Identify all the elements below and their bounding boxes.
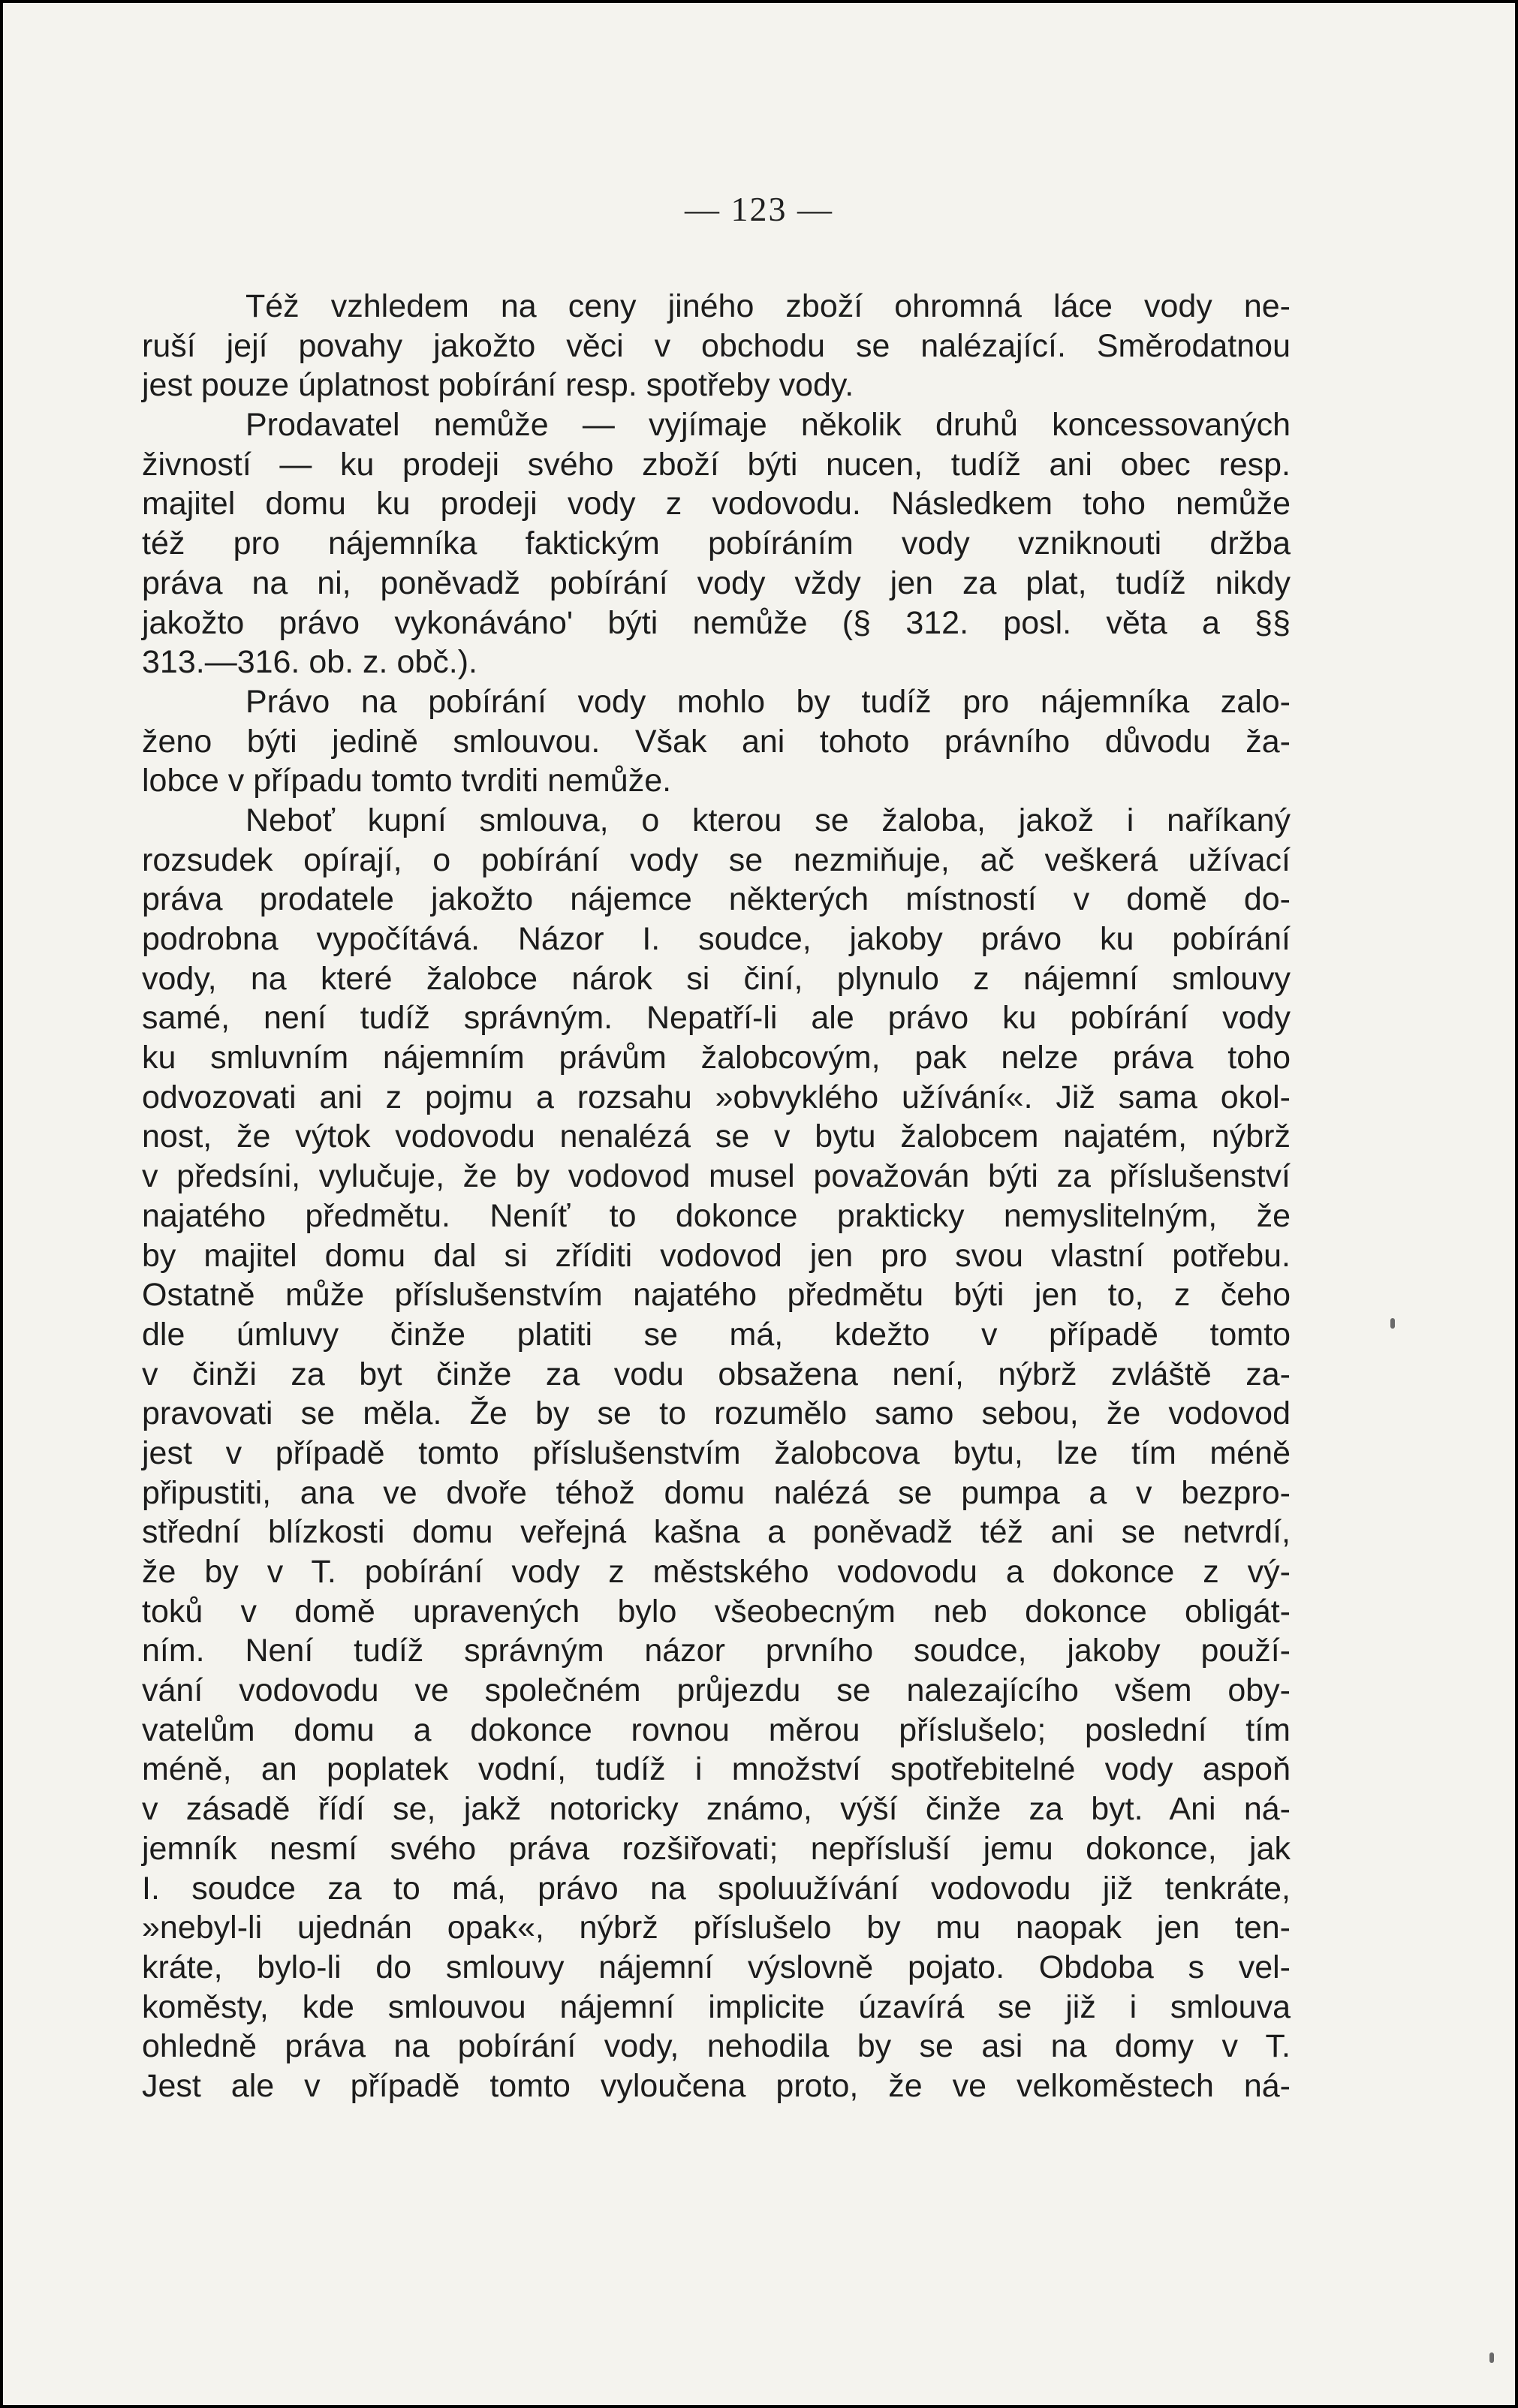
text-line: ženo býti jedině smlouvou. Však ani tohoto právního důvodu ža- [142, 723, 1291, 760]
text-line: ním. Není tudíž správným názor prvního soudce, jakoby použí- [142, 1633, 1291, 1669]
text-line: střední blízkosti domu veřejná kašna a poněvadž též ani se netvrdí, [142, 1514, 1291, 1551]
body-text [142, 287, 1291, 2106]
text-line: pravovati se měla. Že by se to rozumělo samo sebou, že vodovod [142, 1395, 1291, 1432]
text-line: Prodavatel nemůže — vyjímaje několik druhů koncessovaných [245, 407, 1291, 444]
text-line: Ostatně může příslušenstvím najatého předmětu býti jen to, z čeho [142, 1277, 1291, 1314]
text-line: Právo na pobírání vody mohlo by tudíž pro nájemníka zalo- [245, 683, 1291, 720]
text-line: ohledně práva na pobírání vody, nehodila by se asi na domy v T. [142, 2028, 1291, 2065]
text-line: v zásadě řídí se, jakž notoricky známo, výší činže za byt. Ani ná- [142, 1791, 1291, 1828]
text-line: majitel domu ku prodeji vody z vodovodu. Následkem toho nemůže [142, 486, 1291, 522]
text-line: v předsíni, vylučuje, že by vodovod musel považován býti za příslušenství [142, 1158, 1291, 1195]
text-line: jest pouze úplatnost pobírání resp. spotřeby vody. [142, 367, 854, 404]
book-page [3, 3, 1515, 2405]
text-line: vody, na které žalobce nárok si činí, plynulo z nájemní smlouvy [142, 960, 1291, 997]
text-line: samé, není tudíž správným. Nepatří-li ale právo ku pobírání vody [142, 1000, 1291, 1037]
text-line: toků v domě upravených bylo všeobecným neb dokonce obligát- [142, 1593, 1291, 1630]
text-line: koměsty, kde smlouvou nájemní implicite úzavírá se již i smlouva [142, 1988, 1291, 2025]
text-line: Též vzhledem na ceny jiného zboží ohromná láce vody ne- [245, 288, 1291, 324]
text-line: podrobna vypočítává. Názor I. soudce, jakoby právo ku pobírání [142, 921, 1291, 957]
text-line: najatého předmětu. Neníť to dokonce prakticky nemyslitelným, že [142, 1197, 1291, 1234]
ink-speck-mark [1390, 1318, 1395, 1329]
text-line: práva prodatele jakožto nájemce některých místností v domě do- [142, 881, 1291, 918]
text-line: rozsudek opírají, o pobírání vody se nezmiňuje, ač veškerá užívací [142, 841, 1291, 878]
text-line: odvozovati ani z pojmu a rozsahu »obvyklého užívání«. Již sama okol- [142, 1079, 1291, 1115]
text-line: nost, že výtok vodovodu nenalézá se v bytu žalobcem najatém, nýbrž [142, 1118, 1291, 1155]
text-line: připustiti, ana ve dvoře téhož domu nalézá se pumpa a v bezpro- [142, 1474, 1291, 1511]
text-line: dle úmluvy činže platiti se má, kdežto v případě tomto [142, 1316, 1291, 1353]
text-line: že by v T. pobírání vody z městského vodovodu a dokonce z vý- [142, 1554, 1291, 1590]
text-line: »nebyl-li ujednán opak«, nýbrž příslušelo by mu naopak jen ten- [142, 1910, 1291, 1946]
text-line: I. soudce za to má, právo na spoluužívání vodovodu již tenkráte, [142, 1870, 1291, 1907]
text-line: práva na ni, poněvadž pobírání vody vždy jen za plat, tudíž nikdy [142, 564, 1291, 601]
text-line: 313.—316. ob. z. obč.). [142, 644, 477, 681]
text-line: lobce v případu tomto tvrditi nemůže. [142, 763, 672, 799]
text-line: ku smluvním nájemním právům žalobcovým, pak nelze práva toho [142, 1040, 1291, 1076]
text-line: též pro nájemníka faktickým pobíráním vody vzniknouti držba [142, 525, 1291, 562]
page-number: — 123 — [685, 190, 833, 228]
text-line: by majitel domu dal si zříditi vodovod jen pro svou vlastní potřebu. [142, 1237, 1291, 1274]
text-line: ruší její povahy jakožto věci v obchodu se nalézající. Směrodatnou [142, 327, 1291, 364]
text-line: Jest ale v případě tomto vyloučena proto, že ve velkoměstech ná- [142, 2067, 1291, 2104]
text-line: v činži za byt činže za vodu obsažena není, nýbrž zvláště za- [142, 1356, 1291, 1392]
text-line: jakožto právo vykonáváno' býti nemůže (§ 312. posl. věta a §§ [142, 604, 1291, 641]
text-line: Neboť kupní smlouva, o kterou se žaloba, jakož i naříkaný [245, 802, 1291, 838]
text-line: vání vodovodu ve společném průjezdu se nalezajícího všem oby- [142, 1672, 1291, 1709]
text-line: vatelům domu a dokonce rovnou měrou příslušelo; poslední tím [142, 1711, 1291, 1748]
text-line: živností — ku prodeji svého zboží býti nucen, tudíž ani obec resp. [142, 446, 1291, 483]
text-line: méně, an poplatek vodní, tudíž i množství spotřebitelné vody aspoň [142, 1751, 1291, 1788]
text-line: jest v případě tomto příslušenstvím žalobcova bytu, lze tím méně [142, 1434, 1291, 1471]
ink-speck-mark [1489, 2352, 1494, 2363]
text-line: kráte, bylo-li do smlouvy nájemní výslovně pojato. Obdoba s vel- [142, 1949, 1291, 1985]
text-line: jemník nesmí svého práva rozšiřovati; nepřísluší jemu dokonce, jak [142, 1830, 1291, 1867]
